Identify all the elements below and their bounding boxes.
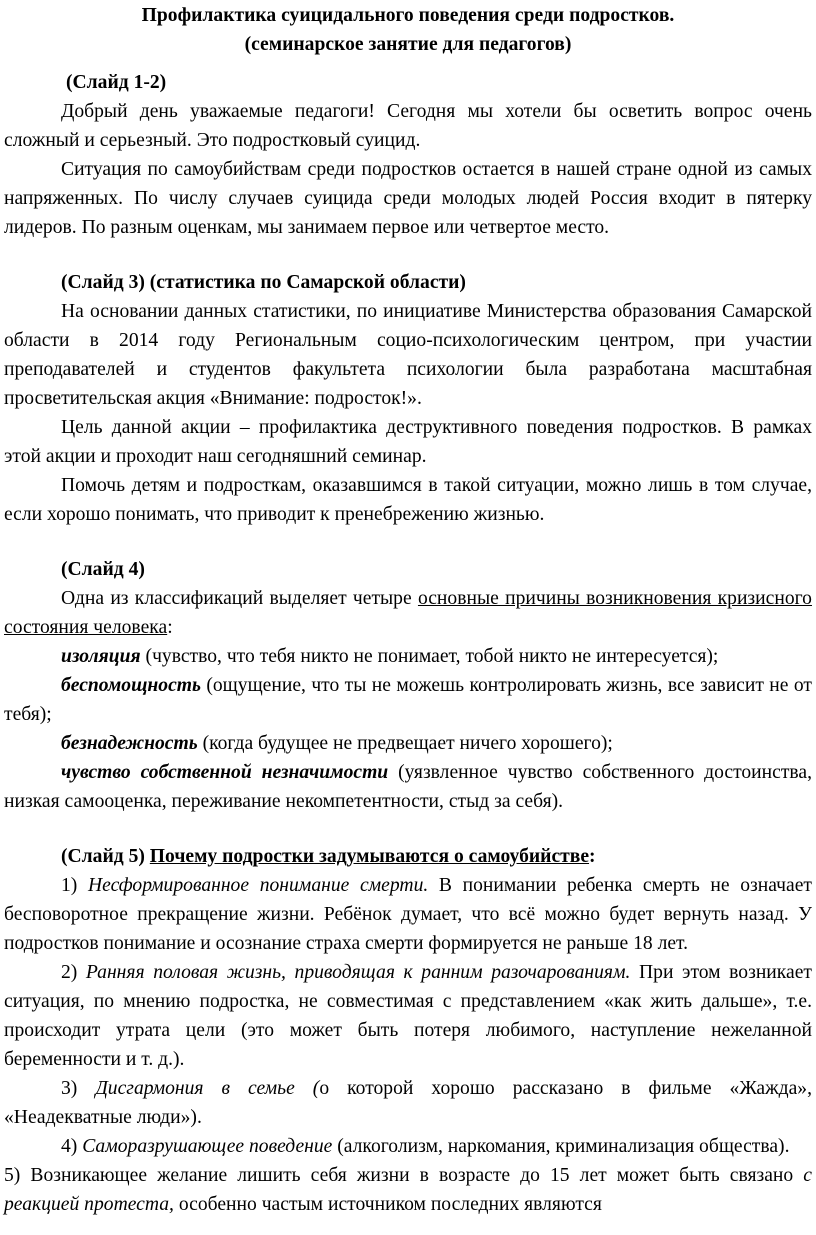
reason-item: 2) Ранняя половая жизнь, приводящая к ранним разочарованиям. При этом возникает ситуация, по мнению подростка, не совместимая с представлением «как жить дальше», т.е. происходит утрата цели (это может быть потеря любимого, наступление нежеланной беременности и т. д.). [4, 962, 812, 1070]
slide-5-heading: (Слайд 5) Почему подростки задумываются о самоубийстве: [61, 846, 596, 867]
spacer [4, 529, 812, 555]
slide-1-2-label: (Слайд 1-2) [66, 72, 167, 93]
reason-item: 3) Дисгармония в семье (о которой хорошо рассказано в фильме «Жажда», «Неадекватные люди»). [4, 1078, 812, 1128]
reason-item: 5) Возникающее желание лишить себя жизни в возрасте до 15 лет может быть связано с реакцией протеста, особенно частым источником последних являются [4, 1165, 812, 1215]
paragraph-situation: Ситуация по самоубийствам среди подростков остается в нашей стране одной из самых напряженных. По числу случаев суицида среди молодых людей Россия входит в пятерку лидеров. По разным оценкам, мы занимаем первое или четвертое место. [4, 159, 812, 238]
reason-item: 1) Несформированное понимание смерти. В понимании ребенка смерть не означает бесповоротное прекращение жизни. Ребёнок думает, что всё можно будет вернуть назад. У подростков понимание и осознание страха смерти формируется не раньше 18 лет. [4, 875, 812, 954]
crisis-causes-link-text: основные причины возникновения кризисного состояния человека [4, 588, 812, 638]
paragraph-goal: Цель данной акции – профилактика деструктивного поведения подростков. В рамках этой акции и проходит наш сегодняшний семинар. [4, 417, 812, 467]
spacer [4, 242, 812, 268]
document-subtitle: (семинарское занятие для педагогов) [244, 34, 572, 55]
paragraph-classification: Одна из классификаций выделяет четыре основные причины возникновения кризисного состояния человека: [4, 588, 812, 638]
paragraph-greeting: Добрый день уважаемые педагоги! Сегодня мы хотели бы осветить вопрос очень сложный и серьезный. Это подростковый суицид. [4, 101, 812, 151]
cause-item: беспомощность (ощущение, что ты не можешь контролировать жизнь, все зависит не от тебя); [4, 675, 812, 725]
spacer [4, 816, 812, 842]
cause-item: безнадежность (когда будущее не предвещает ничего хорошего); [61, 733, 613, 754]
paragraph-statistics: На основании данных статистики, по инициативе Министерства образования Самарской области в 2014 году Региональным социо-психологическим центром, при участии преподавателей и студентов факультета психологии была разработана масштабная просветительская акция «Внимание: подросток!». [4, 301, 812, 409]
slide-4-label: (Слайд 4) [61, 559, 145, 580]
cause-item: изоляция (чувство, что тебя никто не понимает, тобой никто не интересуется); [61, 646, 719, 667]
document-title: Профилактика суицидального поведения среди подростков. [141, 5, 675, 26]
cause-item: чувство собственной незначимости (уязвленное чувство собственного достоинства, низкая самооценка, переживание некомпетентности, стыд за себя). [4, 762, 812, 812]
paragraph-help: Помочь детям и подросткам, оказавшимся в такой ситуации, можно лишь в том случае, если хорошо понимать, что приводит к пренебрежению жизнью. [4, 475, 812, 525]
slide-3-label: (Слайд 3) (статистика по Самарской области) [61, 272, 466, 293]
reason-item: 4) Саморазрушающее поведение (алкоголизм, наркомания, криминализация общества). [61, 1136, 790, 1157]
